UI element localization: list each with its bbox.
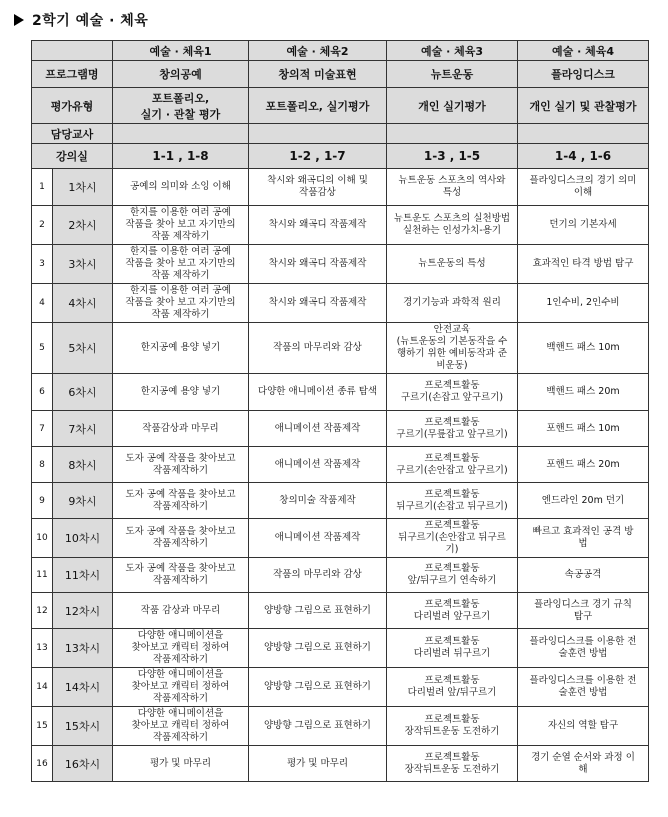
column-header: 예술 · 체육3	[387, 41, 518, 61]
table-row	[32, 206, 649, 245]
session-number: 15	[32, 707, 53, 746]
session-cell: 프로젝트활동 다리벌려 뒤구르기	[387, 629, 518, 668]
meta-row	[32, 124, 649, 144]
table-row	[32, 447, 649, 483]
session-cell: 양방향 그림으로 표현하기	[249, 629, 387, 668]
session-cell: 도자 공예 작품을 찾아보고 작품제작하기	[113, 558, 249, 593]
session-cell: 백핸드 패스 20m	[518, 374, 649, 411]
session-cell: 애니메이션 작품제작	[249, 411, 387, 447]
meta-row	[32, 61, 649, 88]
session-cell: 도자 공예 작품을 찾아보고 작품제작하기	[113, 483, 249, 519]
session-cell: 포핸드 패스 20m	[518, 447, 649, 483]
session-cell: 한지를 이용한 여러 공예 작품을 찾아 보고 자기만의 작품 제작하기	[113, 206, 249, 245]
meta-value: 1-3 , 1-5	[387, 144, 518, 169]
meta-row-label: 평가유형	[32, 88, 113, 124]
session-cell: 안전교육 (뉴트운동의 기본동작을 수 행하기 위한 예비동작과 준 비운동)	[387, 323, 518, 374]
table-row	[32, 707, 649, 746]
session-cell: 한지를 이용한 여러 공예 작품을 찾아 보고 자기만의 작품 제작하기	[113, 284, 249, 323]
table-row	[32, 245, 649, 284]
header-row	[32, 41, 649, 61]
session-cell: 공예의 의미와 소잉 이해	[113, 169, 249, 206]
session-cell: 한지공예 용양 넣기	[113, 323, 249, 374]
session-cell: 프로젝트활동 구르기(손잡고 앞구르기)	[387, 374, 518, 411]
session-cell: 양방향 그림으로 표현하기	[249, 593, 387, 629]
session-cell: 빠르고 효과적인 공격 방 법	[518, 519, 649, 558]
session-label: 5차시	[53, 323, 113, 374]
session-label: 6차시	[53, 374, 113, 411]
session-cell: 도자 공예 작품을 찾아보고 작품제작하기	[113, 447, 249, 483]
session-number: 4	[32, 284, 53, 323]
session-label: 1차시	[53, 169, 113, 206]
session-cell: 플라잉디스크를 이용한 전 술훈련 방법	[518, 629, 649, 668]
session-cell: 다양한 애니메이션 종류 탐색	[249, 374, 387, 411]
session-cell: 작품 감상과 마무리	[113, 593, 249, 629]
session-cell: 프로젝트활동 앞/뒤구르기 연속하기	[387, 558, 518, 593]
session-cell: 뉴트운도 스포츠의 실천방법 실천하는 인성가치-용기	[387, 206, 518, 245]
session-cell: 애니메이션 작품제작	[249, 519, 387, 558]
session-cell: 착시와 왜곡디 작품제작	[249, 245, 387, 284]
session-cell: 작품의 마무리와 감상	[249, 558, 387, 593]
section-title-text: 2학기 예술 · 체육	[32, 13, 149, 29]
session-label: 16차시	[53, 746, 113, 782]
session-label: 15차시	[53, 707, 113, 746]
session-cell: 포핸드 패스 10m	[518, 411, 649, 447]
session-label: 9차시	[53, 483, 113, 519]
table-row	[32, 668, 649, 707]
session-cell: 프로젝트활동 장작뒤트운동 도전하기	[387, 746, 518, 782]
session-cell: 착시와 왜곡디의 이해 및 작품감상	[249, 169, 387, 206]
session-cell: 엔드라인 20m 던기	[518, 483, 649, 519]
meta-value	[518, 124, 649, 144]
column-header: 예술 · 체육1	[113, 41, 249, 61]
session-label: 4차시	[53, 284, 113, 323]
session-cell: 평가 및 마무리	[113, 746, 249, 782]
column-header: 예술 · 체육4	[518, 41, 649, 61]
session-label: 7차시	[53, 411, 113, 447]
session-cell: 양방향 그림으로 표현하기	[249, 707, 387, 746]
section-title	[14, 8, 148, 32]
session-label: 3차시	[53, 245, 113, 284]
table-row	[32, 411, 649, 447]
session-number: 8	[32, 447, 53, 483]
session-cell: 플라잉디스크를 이용한 전 술훈련 방법	[518, 668, 649, 707]
session-label: 8차시	[53, 447, 113, 483]
session-number: 9	[32, 483, 53, 519]
session-cell: 애니메이션 작품제작	[249, 447, 387, 483]
meta-value: 창의적 미술표현	[249, 61, 387, 88]
session-cell: 한지를 이용한 여러 공예 작품을 찾아 보고 자기만의 작품 제작하기	[113, 245, 249, 284]
session-cell: 다양한 애니메이션을 찾아보고 캐릭터 정하여 작품제작하기	[113, 668, 249, 707]
table-row	[32, 558, 649, 593]
session-number: 16	[32, 746, 53, 782]
meta-row	[32, 144, 649, 169]
session-label: 14차시	[53, 668, 113, 707]
table-row	[32, 519, 649, 558]
course-plan-table	[31, 40, 649, 782]
session-cell: 뉴트운동의 특성	[387, 245, 518, 284]
session-cell: 플라잉디스크 경기 규칙 탐구	[518, 593, 649, 629]
table-row	[32, 284, 649, 323]
corner-cell	[32, 41, 113, 61]
session-cell: 착시와 왜곡디 작품제작	[249, 206, 387, 245]
meta-row-label: 담당교사	[32, 124, 113, 144]
column-header: 예술 · 체육2	[249, 41, 387, 61]
session-label: 11차시	[53, 558, 113, 593]
table-row	[32, 629, 649, 668]
session-cell: 프로젝트활동 구르기(손안잡고 앞구르기)	[387, 447, 518, 483]
session-cell: 경기기능과 과학적 원리	[387, 284, 518, 323]
table-row	[32, 483, 649, 519]
session-number: 5	[32, 323, 53, 374]
meta-value	[113, 124, 249, 144]
session-number: 11	[32, 558, 53, 593]
session-cell: 다양한 애니메이션을 찾아보고 캐릭터 정하여 작품제작하기	[113, 707, 249, 746]
session-number: 7	[32, 411, 53, 447]
meta-value: 1-2 , 1-7	[249, 144, 387, 169]
meta-value: 개인 실기평가	[387, 88, 518, 124]
session-cell: 프로젝트활동 다리벌려 앞/뒤구르기	[387, 668, 518, 707]
session-cell: 백핸드 패스 10m	[518, 323, 649, 374]
session-number: 2	[32, 206, 53, 245]
meta-value	[249, 124, 387, 144]
session-label: 12차시	[53, 593, 113, 629]
session-cell: 경기 순열 순서와 과정 이 해	[518, 746, 649, 782]
meta-value: 플라잉디스크	[518, 61, 649, 88]
session-cell: 프로젝트활동 다리벌려 앞구르기	[387, 593, 518, 629]
session-cell: 착시와 왜곡디 작품제작	[249, 284, 387, 323]
session-cell: 속공공격	[518, 558, 649, 593]
session-cell: 효과적인 타격 방법 탐구	[518, 245, 649, 284]
session-cell: 프로젝트활동 뒤구르기(손잡고 뒤구르기)	[387, 483, 518, 519]
meta-value: 1-1 , 1-8	[113, 144, 249, 169]
session-label: 10차시	[53, 519, 113, 558]
session-cell: 플라잉디스크의 경기 의미 이해	[518, 169, 649, 206]
session-cell: 프로젝트활동 뒤구르기(손안잡고 뒤구르 기)	[387, 519, 518, 558]
session-cell: 뉴트운동 스포츠의 역사와 특성	[387, 169, 518, 206]
session-number: 12	[32, 593, 53, 629]
meta-value: 포트폴리오, 실기 · 관찰 평가	[113, 88, 249, 124]
triangle-bullet-icon	[14, 14, 24, 26]
session-cell: 창의미술 작품제작	[249, 483, 387, 519]
session-cell: 평가 및 마무리	[249, 746, 387, 782]
session-cell: 작품의 마무리와 감상	[249, 323, 387, 374]
table-row	[32, 323, 649, 374]
session-cell: 양방향 그림으로 표현하기	[249, 668, 387, 707]
meta-row	[32, 88, 649, 124]
session-number: 10	[32, 519, 53, 558]
meta-row-label: 프로그램명	[32, 61, 113, 88]
session-number: 6	[32, 374, 53, 411]
meta-row-label: 강의실	[32, 144, 113, 169]
meta-value: 포트폴리오, 실기평가	[249, 88, 387, 124]
session-number: 13	[32, 629, 53, 668]
meta-value	[387, 124, 518, 144]
table-row	[32, 169, 649, 206]
table-row	[32, 746, 649, 782]
table-row	[32, 374, 649, 411]
session-number: 14	[32, 668, 53, 707]
session-cell: 프로젝트활동 구르기(무릎잡고 앞구르기)	[387, 411, 518, 447]
session-label: 13차시	[53, 629, 113, 668]
session-number: 3	[32, 245, 53, 284]
session-number: 1	[32, 169, 53, 206]
session-cell: 던기의 기본자세	[518, 206, 649, 245]
session-cell: 도자 공예 작품을 찾아보고 작품제작하기	[113, 519, 249, 558]
table-row	[32, 593, 649, 629]
session-label: 2차시	[53, 206, 113, 245]
meta-value: 창의공예	[113, 61, 249, 88]
session-cell: 프로젝트활동 장작뒤트운동 도전하기	[387, 707, 518, 746]
session-cell: 자신의 역할 탐구	[518, 707, 649, 746]
meta-value: 개인 실기 및 관찰평가	[518, 88, 649, 124]
meta-value: 뉴트운동	[387, 61, 518, 88]
session-cell: 한지공예 용양 넣기	[113, 374, 249, 411]
meta-value: 1-4 , 1-6	[518, 144, 649, 169]
session-cell: 다양한 애니메이션을 찾아보고 캐릭터 정하여 작품제작하기	[113, 629, 249, 668]
session-cell: 1인수비, 2인수비	[518, 284, 649, 323]
session-cell: 작품감상과 마무리	[113, 411, 249, 447]
